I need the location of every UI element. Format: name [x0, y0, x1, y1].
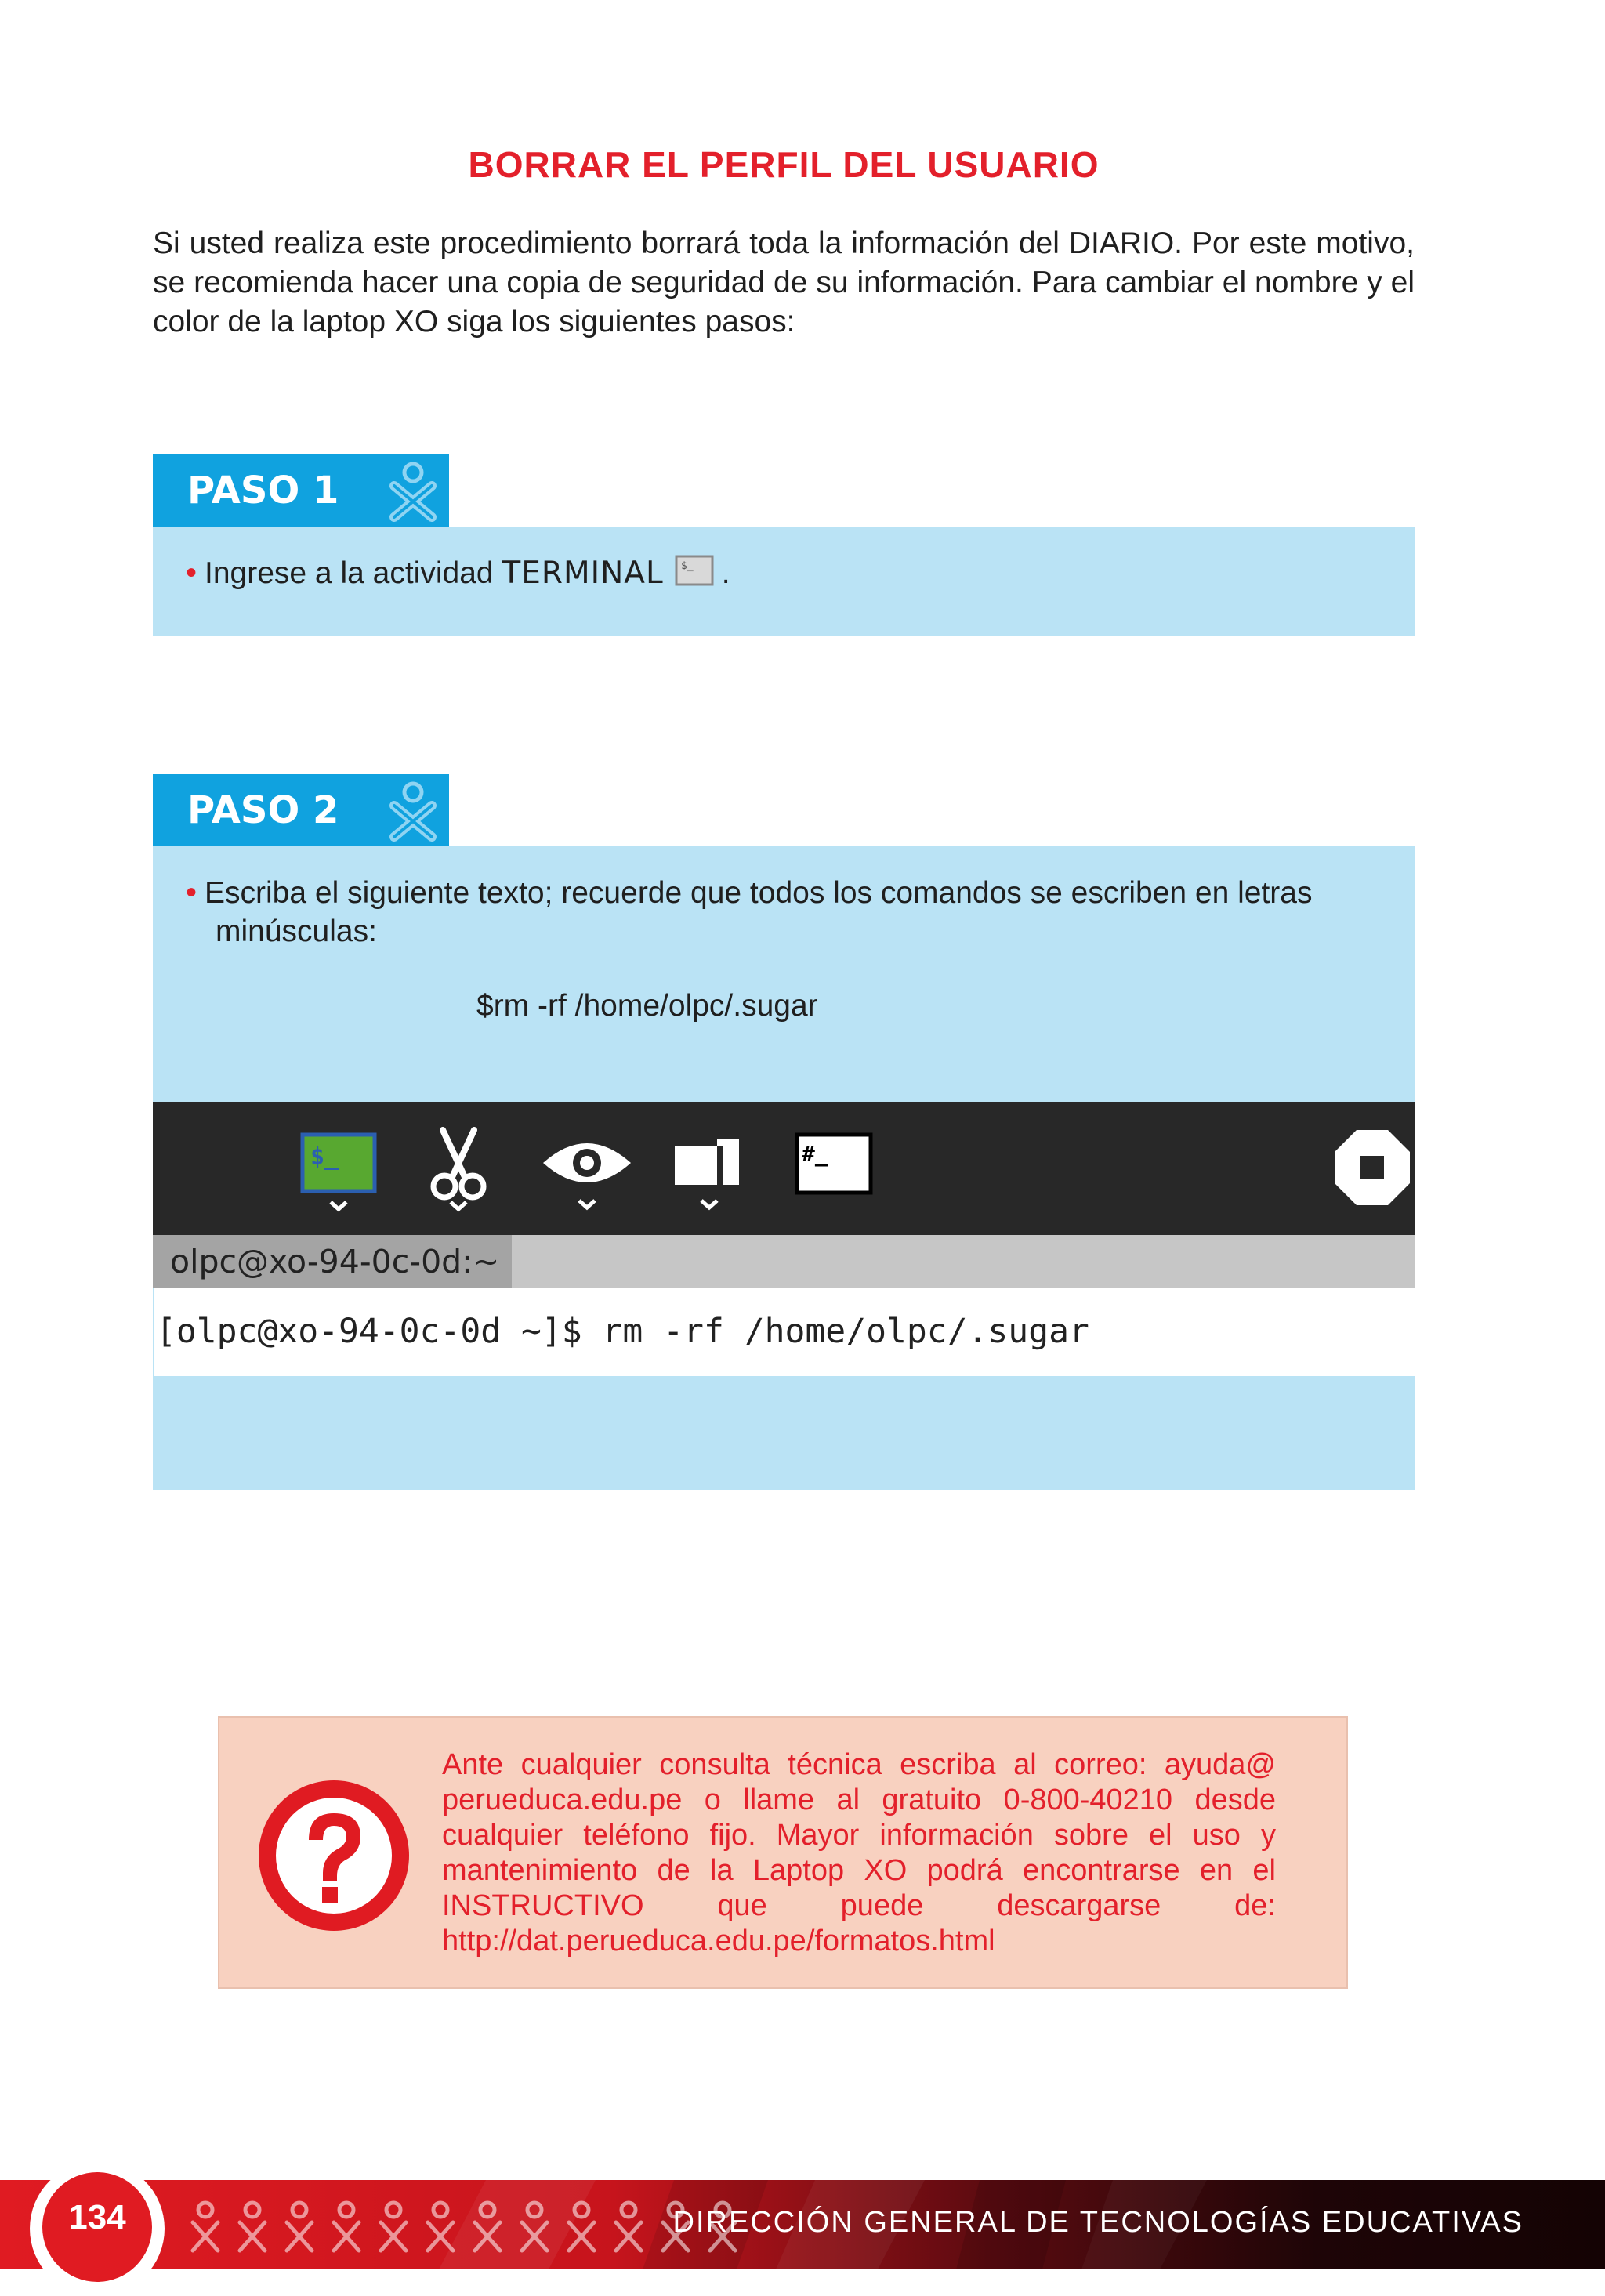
step-1-text: Ingrese a la actividad — [205, 556, 494, 590]
scissors-icon[interactable] — [426, 1127, 491, 1213]
eye-icon[interactable] — [540, 1135, 634, 1213]
terminal-icon — [675, 555, 714, 586]
terminal-tab-title: olpc@xo-94-0c-0d:~ — [170, 1243, 500, 1280]
stop-icon[interactable] — [1331, 1127, 1413, 1208]
question-mark-icon — [257, 1779, 411, 1932]
terminal-activity-icon[interactable] — [299, 1132, 378, 1213]
root-terminal-icon[interactable] — [794, 1132, 875, 1197]
step-1-bullet — [186, 553, 730, 593]
page-number: 134 — [68, 2198, 126, 2236]
folder-icon[interactable] — [670, 1136, 748, 1215]
step-2-tab — [153, 774, 449, 846]
svg-text:$_: $_ — [680, 560, 694, 572]
terminal-prompt-line: [olpc@xo-94-0c-0d ~]$ rm -rf /home/olpc/.sugar — [156, 1312, 1089, 1351]
footer-title: DIRECCIÓN GENERAL DE TECNOLOGÍAS EDUCATIVAS — [672, 2206, 1523, 2239]
xo-logo-icon — [386, 461, 440, 522]
step-1-box — [153, 527, 1415, 636]
xo-logo-icon — [386, 780, 440, 842]
terminal-output[interactable] — [154, 1288, 1415, 1376]
step-1-label: PASO 1 — [187, 469, 339, 512]
bullet-dot: • — [186, 556, 197, 590]
step-1-tab — [153, 454, 449, 527]
help-info-box — [218, 1716, 1348, 1989]
step-2-label: PASO 2 — [187, 788, 339, 832]
terminal-icon-text: $_ — [310, 1143, 339, 1171]
terminal-toolbar — [153, 1102, 1415, 1235]
intro-paragraph: Si usted realiza este procedimiento borrará toda la información del DIARIO. Por este motivo, se recomienda hacer una copia de seguridad de su información. Para cambiar el nombre y el color de la laptop XO siga los siguientes pasos: — [153, 226, 1415, 339]
footer-xo-pattern — [188, 2200, 752, 2257]
terminal-tab[interactable] — [153, 1235, 512, 1288]
step-2-text-line2: minúsculas: — [216, 914, 377, 948]
activity-name: TERMINAL — [502, 556, 664, 591]
step-2-text-line1: Escriba el siguiente texto; recuerde que todos los comandos se escriben en letras — [205, 876, 1313, 910]
page-title: BORRAR EL PERFIL DEL USUARIO — [468, 144, 1100, 185]
help-info-text: Ante cualquier consulta técnica escriba al correo: ayuda@ perueduca.edu.pe o llame al gratuito 0-800-40210 desde cualquier teléfono fijo. Mayor información sobre el uso y mantenimiento de la Laptop XO podrá encontrarse en el INSTRUCTIVO que puede descargarse de: http://dat.perueduca.edu.pe/formatos.html — [442, 1748, 1276, 1957]
bullet-dot: • — [186, 875, 197, 910]
root-icon-text: #_ — [802, 1141, 828, 1167]
step-2-bullet — [186, 873, 1312, 913]
terminal-tab-strip — [153, 1235, 1415, 1288]
command-text: $rm -rf /home/olpc/.sugar — [476, 989, 818, 1023]
trailing-period: . — [721, 556, 730, 590]
